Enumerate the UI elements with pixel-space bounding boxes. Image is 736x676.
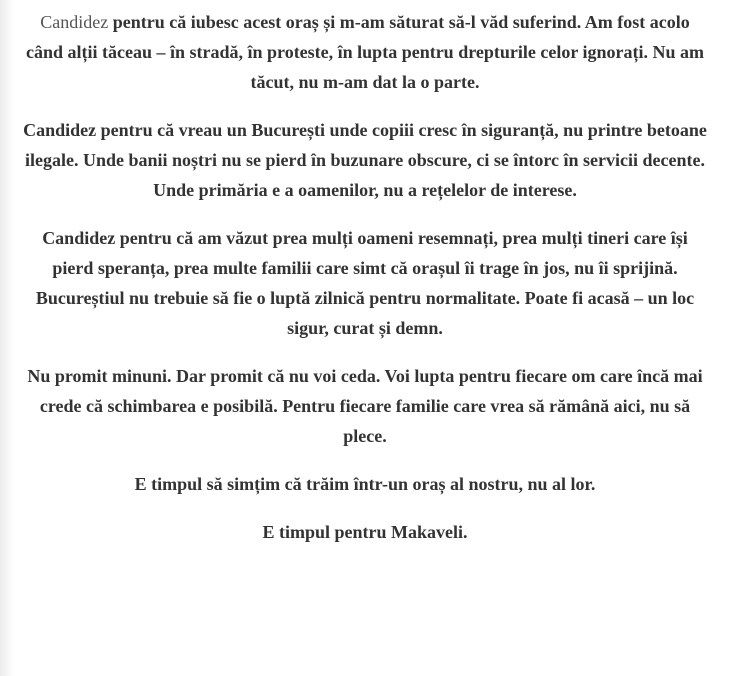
article-body (20, 7, 710, 565)
paragraph-6: E timpul pentru Makaveli. (262, 522, 468, 542)
paragraph-1-text: pentru că iubesc acest oraș și m-am săturat să-l văd suferind. Am fost acolo când alții tăceau – în stradă, în proteste, în lupta pentru drepturile celor ignorați. Nu am tăcut, nu m-am dat la o parte. (26, 12, 704, 92)
paragraph-5: E timpul să simțim că trăim într-un oraș al nostru, nu al lor. (134, 474, 596, 494)
paragraph-1 (20, 7, 710, 97)
paragraph-2: Candidez pentru că vreau un București unde copiii cresc în siguranță, nu printre betoane ilegale. Unde banii noștri nu se pierd în buzunare obscure, ci se întorc în servicii decente. Unde primăria e a oamenilor, nu a rețelelor de interese. (23, 120, 707, 200)
paragraph-4: Nu promit minuni. Dar promit că nu voi ceda. Voi lupta pentru fiecare om care încă mai crede că schimbarea e posibilă. Pentru fiecare familie care vrea să rămână aici, nu să plece. (27, 366, 703, 446)
paragraph-1-lead: Candidez (40, 12, 109, 32)
left-edge-shade (0, 0, 14, 676)
paragraph-3: Candidez pentru că am văzut prea mulți oameni resemnați, prea mulți tineri care își pierd speranța, prea multe familii care simt că orașul îi trage în jos, nu îi sprijină. Bucureștiul nu trebuie să fie o luptă zilnică pentru normalitate. Poate fi acasă – un loc sigur, curat și demn. (35, 228, 695, 338)
